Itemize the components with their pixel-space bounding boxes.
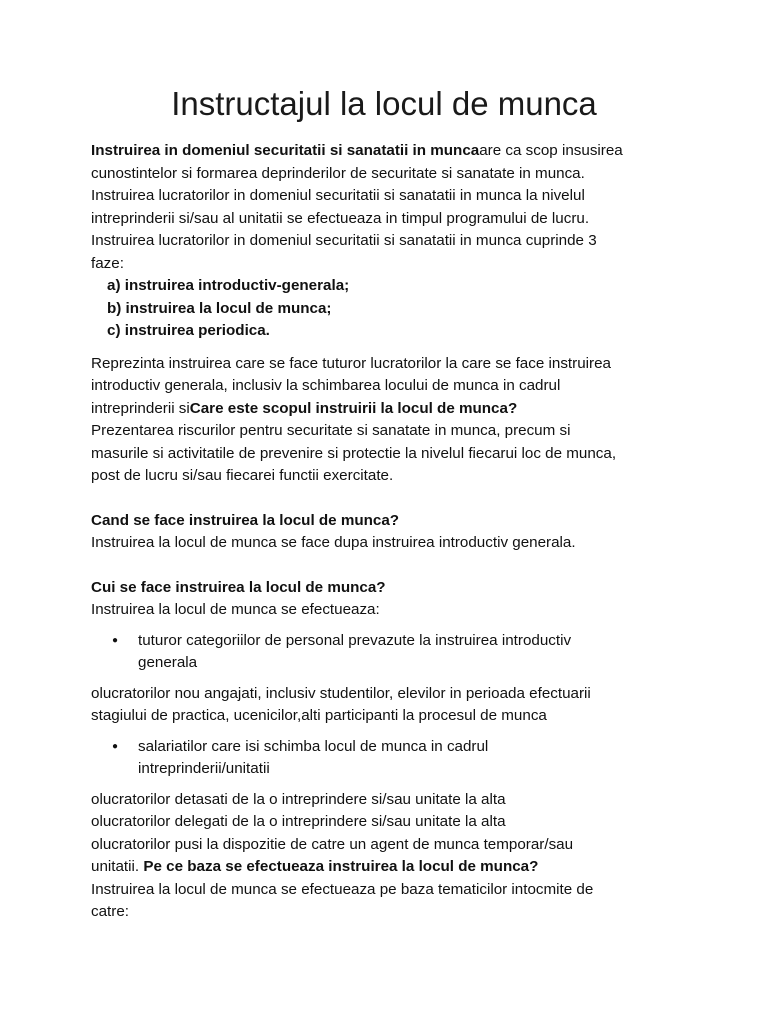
- when-section: [91, 510, 691, 555]
- intro-paragraph: Instruirea in domeniul securitatii si sanatatii in muncaare ca scop insusirea cunostintelor si formarea deprinderilor de securitate si sanatate in munca. Instruirea lucratorilor in domeniul securitatii si sanatatii in munca la nivelul intreprinderii si/sau al unitatii se efectueaza in timpul programului de lucru. Instruirea lucratorilor in domeniul securitatii si sanatatii in munca cuprinde 3 faze:: [91, 142, 623, 272]
- intro-bold-lead: Instruirea in domeniul securitatii si sanatatii in munca: [91, 142, 480, 159]
- list-item: olucratorilor pusi la dispozitie de catre un agent de munca temporar/sau unitatii. Pe ce baza se efectueaza instruirea la locul de munca?: [91, 835, 574, 875]
- o-bullet-icon: o: [91, 813, 100, 830]
- answer-who: Instruirea la locul de munca se efectueaza:: [91, 601, 380, 618]
- phase-item: c) instruirea periodica.: [107, 322, 270, 339]
- answer-when: Instruirea la locul de munca se face dupa instruirea introductiv generala.: [91, 534, 576, 551]
- list-item: olucratorilor delegati de la o intreprindere si/sau unitate la alta: [91, 813, 506, 830]
- purpose-paragraph: Reprezinta instruirea care se face tuturor lucratorilor la care se face instruirea introductiv generala, inclusiv la schimbarea locului de munca in cadrul intreprinderii siCare este scopul instruirii la locul de munca? Prezentarea riscurilor pentru securitate si sanatate in munca, precum si masurile si activitatile de prevenire si protectie la nivelul fiecarui loc de munca, post de lucru si/sau fiecarei functii exercitate.: [91, 354, 617, 484]
- o-bullet-icon: o: [91, 835, 100, 853]
- question-basis: Pe ce baza se efectueaza instruirea la locul de munca?: [143, 858, 539, 875]
- list-item: ● salariatilor care isi schimba locul de munca in cadrul intreprinderii/unitatii: [91, 736, 691, 781]
- question-who: Cui se face instruirea la locul de munca?: [91, 578, 386, 596]
- question-purpose: Care este scopul instruirii la locul de munca?: [189, 399, 518, 417]
- who-section: [91, 577, 691, 622]
- phase-item: a) instruirea introductiv-generala;: [107, 277, 350, 294]
- page-title: Instructajul la locul de munca: [171, 85, 597, 122]
- phase-item: b) instruirea la locul de munca;: [107, 299, 332, 317]
- document-body: [91, 140, 691, 924]
- question-when: Cand se face instruirea la locul de munca?: [91, 511, 400, 529]
- bullet-icon: ●: [112, 740, 119, 752]
- bullet-icon: ●: [112, 634, 119, 646]
- o-bullet-icon: o: [91, 790, 100, 808]
- o-bullet-icon: o: [91, 684, 100, 702]
- list-item: olucratorilor nou angajati, inclusiv studentilor, elevilor in perioada efectuarii stagiului de practica, ucenicilor,alti participanti la procesul de munca: [91, 684, 591, 724]
- phase-list: [91, 275, 691, 343]
- list-item: olucratorilor detasati de la o intreprindere si/sau unitate la alta: [91, 790, 506, 808]
- final-paragraph: Instruirea la locul de munca se efectueaza pe baza tematicilor intocmite de catre:: [91, 880, 594, 920]
- list-item: ● tuturor categoriilor de personal prevazute la instruirea introductiv generala: [91, 630, 691, 675]
